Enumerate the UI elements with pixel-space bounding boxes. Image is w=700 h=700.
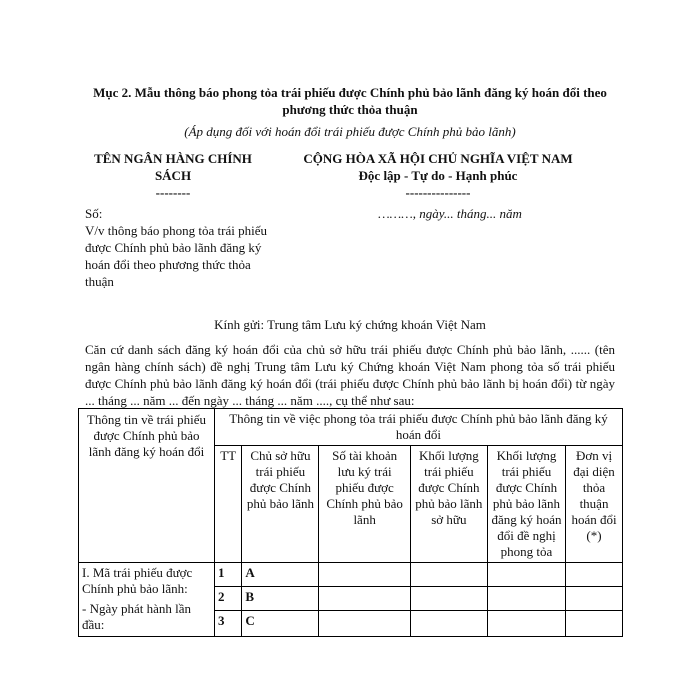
row-tt: 2 — [214, 587, 241, 611]
motto-divider: --------------- — [405, 185, 471, 200]
header-bond-info: Thông tin về trái phiếu được Chính phủ bảo lãnh đăng ký hoán đổi — [79, 409, 215, 563]
header-owned-volume: Khối lượng trái phiếu được Chính phủ bảo lãnh sở hữu — [410, 446, 487, 563]
recipient-line: Kính gửi: Trung tâm Lưu ký chứng khoán Việt Nam — [214, 317, 486, 332]
bond-code-label: I. Mã trái phiếu được Chính phủ bảo lãnh: — [82, 565, 193, 596]
sender-header — [80, 150, 266, 201]
header-owner: Chủ sở hữu trái phiếu được Chính phủ bảo lãnh — [242, 446, 319, 563]
star-note: (*) — [586, 528, 602, 543]
header-representative — [566, 446, 623, 563]
row-owner: C — [242, 611, 319, 637]
header-blockade-group: Thông tin về việc phong tỏa trái phiếu được Chính phủ bảo lãnh đăng ký hoán đổi — [214, 409, 622, 446]
header-account: Số tài khoản lưu ký trái phiếu được Chính phủ bảo lãnh — [319, 446, 410, 563]
row-tt: 1 — [214, 563, 241, 587]
sender-divider: -------- — [155, 185, 191, 200]
header-representative-label: Đơn vị đại diện thỏa thuận hoán đổi — [571, 448, 617, 527]
national-header — [283, 150, 593, 201]
body-paragraph: Căn cứ danh sách đăng ký hoán đổi của chủ sở hữu trái phiếu được Chính phủ bảo lãnh, ...... (tên ngân hàng chính sách) đề nghị Trung tâm Lưu ký Chứng khoán Việt Nam phong tỏa số trái phiếu được Chính phủ bảo lãnh đăng ký hoán đổi (trái phiếu được Chính phủ bảo lãnh bị hoán đổi) từ ngày ... tháng ... năm ... đến ngày ... tháng ... năm ...., cụ thể như sau: — [85, 342, 615, 408]
row-owner: B — [242, 587, 319, 611]
row-representative — [566, 587, 623, 611]
blockade-table — [78, 408, 623, 637]
row-owned-volume — [410, 587, 487, 611]
row-representative — [566, 611, 623, 637]
document-title: Mục 2. Mẫu thông báo phong tỏa trái phiếu được Chính phủ bảo lãnh đăng ký hoán đổi theo phương thức thỏa thuận — [93, 85, 607, 117]
document-subject: V/v thông báo phong tỏa trái phiếu được Chính phủ bảo lãnh đăng ký hoán đổi theo phương thức thỏa thuận — [85, 223, 267, 289]
country-name: CỘNG HÒA XÃ HỘI CHỦ NGHĨA VIỆT NAM — [303, 151, 573, 166]
row-blocked-volume — [487, 587, 565, 611]
row-account — [319, 611, 410, 637]
place-date: ………, ngày... tháng... năm — [378, 206, 522, 221]
header-tt: TT — [214, 446, 241, 563]
row-account — [319, 563, 410, 587]
sender-name: TÊN NGÂN HÀNG CHÍNH SÁCH — [94, 151, 252, 183]
document-subtitle: (Áp dụng đối với hoán đổi trái phiếu được Chính phủ bảo lãnh) — [184, 124, 516, 139]
document-number-label: Số: — [85, 206, 103, 221]
row-owned-volume — [410, 611, 487, 637]
row-blocked-volume — [487, 611, 565, 637]
issue-date-label: - Ngày phát hành lần đầu: — [82, 601, 192, 632]
national-motto: Độc lập - Tự do - Hạnh phúc — [358, 168, 518, 183]
row-account — [319, 587, 410, 611]
bond-code-cell — [79, 563, 215, 637]
row-blocked-volume — [487, 563, 565, 587]
table-header-row — [79, 409, 623, 446]
row-owner: A — [242, 563, 319, 587]
row-tt: 3 — [214, 611, 241, 637]
header-blocked-volume: Khối lượng trái phiếu được Chính phủ bảo lãnh đăng ký hoán đổi đề nghị phong tỏa — [487, 446, 565, 563]
row-representative — [566, 563, 623, 587]
table-row — [79, 563, 623, 587]
row-owned-volume — [410, 563, 487, 587]
